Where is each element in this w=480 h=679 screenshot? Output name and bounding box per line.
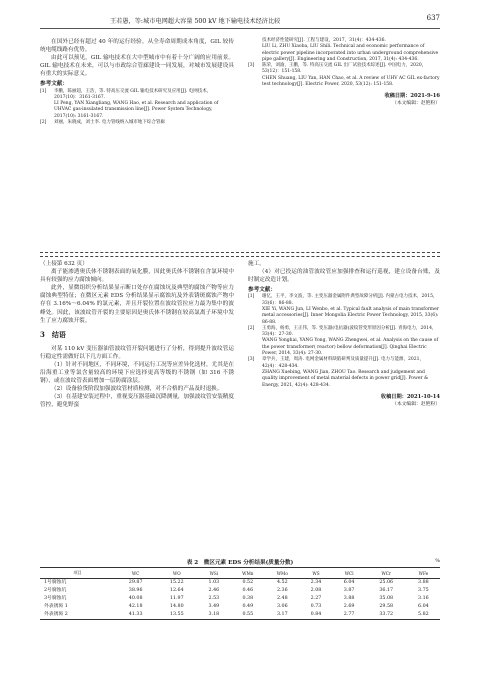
table-cell: 0.38	[242, 595, 254, 601]
column-header: WS	[299, 568, 332, 579]
column-header: WC	[115, 568, 156, 579]
table-cell: 29.87	[128, 579, 143, 585]
paragraph: （3）在基建安装过程中，重视变压器基础沉降测量，加强波纹管安装精度管控，避免野蛮	[40, 394, 234, 409]
table-cell: 0.55	[230, 611, 265, 619]
bottom-right-column	[248, 260, 440, 409]
table-cell: 40.08	[128, 595, 143, 601]
table-cell: 2.27	[310, 595, 322, 601]
table-cell: 0.49	[242, 603, 254, 609]
reference-continuation: 技术经济性能研究[J]. 工程与建设，2017，31(4)：434-436.	[262, 38, 386, 43]
header-title: 王若愚，等:城市电网超大容量 500 kV 地下输电技术经济比较	[110, 18, 281, 25]
continued-from-note: （上接第 632 页）	[40, 261, 88, 267]
table-row	[40, 611, 440, 619]
table-cell: 2.36	[276, 587, 288, 593]
table-cell: 0.52	[242, 579, 254, 585]
reference-item: [2] 王勇海，杨勇，王正伟，等. 变压器(电抗器)波纹管变形原因分析[J]. 青海电力，2014，33(4)：27-30.	[248, 325, 437, 338]
table-cell: 3.75	[418, 587, 429, 593]
row-label: 3号腐蚀坑	[44, 595, 67, 601]
paragraph: （2）设备验货阶段加强波纹管材质检测，对不合格的产品及时退换。	[51, 386, 223, 393]
column-header: WMn	[230, 568, 265, 579]
table-cell: 3.16	[418, 595, 429, 601]
table-cell: 12.64	[169, 587, 184, 593]
table-cell: 13.55	[156, 611, 197, 619]
table-cell: 2.77	[333, 611, 366, 619]
references-heading: 参考文献：	[248, 287, 276, 294]
row-label: 外表锈斑 2	[40, 611, 115, 619]
table-cell: 3.49	[208, 603, 220, 609]
table-cell: 3.06	[276, 603, 288, 609]
table-caption: 表 2 微区元素 EDS 分析结果(质量分数)	[186, 560, 294, 566]
reference-translation: CHEN Shuang, LIU Yan, HAN Chao, et al. A review of UHV AC GIL ex-factory test technology[J]. Electric Power, 2020, 53(12): 151-158.	[262, 75, 440, 88]
column-header: WCl	[333, 568, 366, 579]
table-cell: 3.17	[265, 611, 299, 619]
table-cell: 38.96	[128, 587, 143, 593]
reference-translation: LIU Li, ZHU Xiaoba, LIU Shili. Technical and economic performance of electric power pipeline incorporated into urban underground comprehensive pipe gallery[J]. Engineering and Construction, 2017, 31(4): 434-436.	[262, 44, 439, 62]
references-heading: 参考文献：	[40, 81, 68, 88]
reference-translation: WANG Yonghai, YANG Yong, WANG Zhengwei, et al. Analysis on the cause of the power transformer( reactor) bellow deformation[J]. Qinghai Electric Power, 2014, 33(4): 27-30.	[262, 338, 439, 357]
reference-item: [1] 李鹏，陈丽超，王浩，等. 特高压交流 GIL 输电技术研究及应用[J]. 电网技术，2017(10)：3161-3167.	[40, 88, 212, 100]
column-header: 项目	[40, 568, 115, 579]
received-date: 收稿日期：2021-9-16	[384, 93, 440, 100]
table-cell: 11.97	[169, 595, 184, 601]
section-heading: 3 结语	[40, 329, 66, 339]
table-cell: 6.04	[418, 603, 429, 609]
paragraph: 此外，显微组织分析结果显示断口处存在腐蚀坑及典型的腐蚀产物等应力腐蚀典型特征；在微区元素 EDS 分析结果显示腐蚀坑及外表锈斑腐蚀产物中存在 3.16%～6.04% 的氯元素，并且开裂位置在波纹管拉应力最为集中的波峰处。因此，该波纹管开裂的主要原因是奥氏体不锈钢在较高氯离子环境中发生了应力腐蚀开裂。	[40, 285, 234, 324]
table-cell: 3.88	[343, 595, 355, 601]
column-header: WCr	[366, 568, 407, 579]
reference-item: [2] 刘丽，朱晓成，刘士李. 电力管线纳入城市地下综合管廊	[40, 120, 165, 126]
column-header: WMo	[265, 568, 299, 579]
editor-note: （本文编辑：赵艳粉）	[392, 401, 440, 407]
page-number: 637	[426, 14, 440, 22]
table-cell: 3.87	[343, 587, 355, 593]
table-cell: 3.18	[197, 611, 230, 619]
table-cell: 2.53	[208, 595, 220, 601]
reference-item: [3] 陈荣，刘渝，王鹏，等. 特高压交流 GIL 出厂试验技术综述[J]. 中国电力，2020，53(12)：151-158.	[248, 63, 427, 75]
table-cell: 36.17	[379, 587, 394, 593]
top-left-column	[40, 38, 234, 126]
column-header: WO	[156, 568, 197, 579]
table-cell: 1.03	[208, 579, 220, 585]
table-row	[40, 603, 440, 611]
table-row	[40, 579, 440, 587]
paragraph: （1）针对不同地区，不同环境，不同运行工况等应差异化选材，尤其是在沿海重工业等氯含量较高的环境下应选择更高等级的不锈钢（如 316 不锈钢），或在波纹管表面增加一层防腐涂层。	[40, 361, 234, 385]
table-unit: %	[435, 558, 440, 564]
reference-translation: XIE Yi, WANG Jun, LI Wenbo, et al. Typical fault analysis of main transformer metal accessories[J]. Inner Mongolia Electric Power Technology, 2015, 33(6): 86-88.	[262, 306, 439, 325]
table-cell: 2.34	[310, 579, 322, 585]
table-cell: 2.48	[276, 595, 288, 601]
paragraph: 离子能渗透奥氏体不锈钢表面的氧化膜，因此奥氏体不锈钢在含氯环境中具有较强的应力腐蚀倾向。	[40, 269, 234, 284]
running-header	[40, 14, 440, 29]
paragraph: 施工。	[248, 261, 265, 267]
table-cell: 2.08	[310, 587, 322, 593]
paragraph: 由此可以预见，GIL 输电技术在大中型城市中有着十分广阔的应用前景。GIL 输电技术在未来，可以与市政综合管廊建设一同发展，对城市发展建设具有重大的实际意义。	[40, 55, 234, 78]
editor-note: （本文编辑：赵艳粉）	[392, 101, 440, 107]
bottom-left-column	[40, 260, 234, 410]
paragraph: 在国外已经有超过 40 年的运行经验。从全寿命周期成本角度，GIL 较传统电缆线路有优势。	[40, 39, 234, 54]
column-header: WSi	[197, 568, 230, 579]
reference-item: [3] 章学兵，王建，周涛. 电网金属材料缺陷研判及质量提升[J]. 电力与能源，2021，42(4)：428-434.	[248, 357, 424, 369]
table-cell: 35.08	[379, 595, 394, 601]
table-cell: 0.73	[310, 603, 322, 609]
table-cell: 25.06	[379, 579, 394, 585]
table-cell: 15.22	[169, 579, 184, 585]
top-right-column	[248, 38, 440, 108]
column-header: WFe	[407, 568, 440, 579]
table-row	[40, 595, 440, 603]
row-label: 2号腐蚀坑	[44, 587, 67, 593]
table-cell: 33.72	[366, 611, 407, 619]
received-date: 收稿日期：2021-10-14	[380, 393, 440, 400]
article-separator	[40, 252, 440, 257]
table-cell: 41.33	[115, 611, 156, 619]
table-cell: 29.58	[379, 603, 394, 609]
table-cell: 0.46	[242, 587, 254, 593]
reference-translation: LI Peng, YAN Xiangliang, WANG Hao, et al. Research and application of UHVAC gas-insulated transmission line[J]. Power System Technology, 2017(10): 3161-3167.	[54, 101, 219, 119]
row-label: 外表锈斑 1	[44, 603, 68, 609]
table-cell: 42.18	[128, 603, 143, 609]
table-cell: 4.52	[276, 579, 288, 585]
row-label: 1号腐蚀坑	[44, 579, 67, 585]
table-cell: 5.82	[407, 611, 440, 619]
table-cell: 2.69	[343, 603, 355, 609]
reference-translation: ZHANG Xuebing, WANG Jian, ZHOU Tao. Research and judgement and quality improvement of metal material defects in power grid[J]. Power & Energy, 2021, 42(4): 428-434.	[262, 369, 429, 388]
table-header-row	[40, 568, 440, 579]
reference-item: [1] 谢亿，王平，李文波，等. 主变压器金属附件典型故障分析[J]. 内蒙古电力技术，2015，33(6)：86-88.	[248, 294, 438, 306]
paragraph: （4）对已投运的油管波纹管应加强排查和运行巡视，建立设备台账，及时制定改造计划。	[248, 269, 440, 284]
table-cell: 0.84	[299, 611, 332, 619]
table-cell: 6.04	[343, 579, 355, 585]
table-row	[40, 587, 440, 595]
table-cell: 14.80	[169, 603, 184, 609]
table-cell: 2.46	[208, 587, 220, 593]
eds-results-table	[40, 567, 440, 620]
paragraph: 对某 110 kV 变压器油管波纹管开裂问题进行了分析，得到提升波纹管运行稳定性需做好以下几方面工作。	[40, 345, 234, 360]
table-cell: 3.88	[418, 579, 429, 585]
